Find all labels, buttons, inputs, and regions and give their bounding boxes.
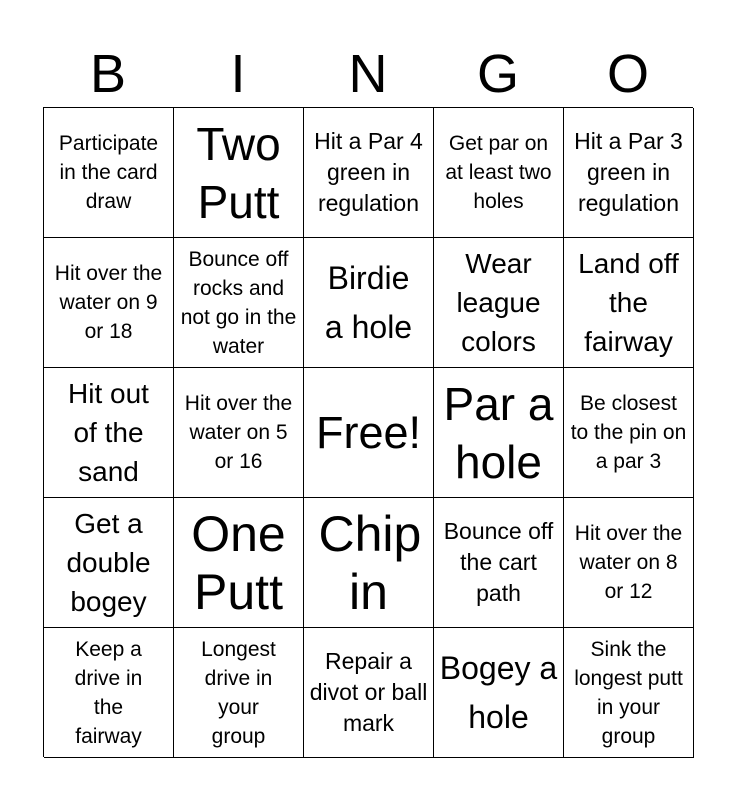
bingo-cell-r5-c3[interactable]	[304, 628, 434, 758]
header-letter-g: G	[476, 44, 519, 104]
cell-label: One Putt	[191, 505, 286, 620]
cell-label: Par a hole	[443, 377, 554, 488]
bingo-cell-r5-c4[interactable]	[434, 628, 564, 758]
bingo-header	[43, 42, 693, 106]
header-letter-b: B	[89, 44, 127, 104]
cell-label: Get a double bogey	[66, 508, 151, 617]
cell-label: Repair a divot or ball mark	[309, 648, 428, 736]
cell-label: Get par on at least two holes	[445, 132, 552, 213]
bingo-cell-r4-c2[interactable]	[174, 498, 304, 628]
bingo-cell-r5-c5[interactable]	[564, 628, 694, 758]
bingo-cell-r3-c5[interactable]	[564, 368, 694, 498]
cell-label: Longest drive in your group	[201, 637, 276, 748]
cell-label: Land off the fairway	[578, 248, 679, 357]
bingo-cell-r2-c4[interactable]	[434, 238, 564, 368]
cell-label: Be closest to the pin on a par 3	[570, 392, 687, 473]
cell-label: Two Putt	[196, 117, 281, 228]
bingo-cell-r2-c2[interactable]	[174, 238, 304, 368]
bingo-cell-r4-c4[interactable]	[434, 498, 564, 628]
cell-label: Chip in	[318, 505, 422, 620]
bingo-cell-r3-c3[interactable]	[304, 368, 434, 498]
cell-label: Hit a Par 4 green in regulation	[314, 128, 423, 216]
bingo-cell-r1-c4[interactable]	[434, 108, 564, 238]
cell-label: Hit out of the sand	[68, 378, 149, 487]
header-letter-o: O	[606, 44, 649, 104]
cell-label: Keep a drive in the fairway	[74, 637, 143, 748]
bingo-cell-r2-c3[interactable]	[304, 238, 434, 368]
bingo-cell-r4-c3[interactable]	[304, 498, 434, 628]
bingo-cell-r1-c2[interactable]	[174, 108, 304, 238]
bingo-cell-r2-c5[interactable]	[564, 238, 694, 368]
bingo-cell-r3-c4[interactable]	[434, 368, 564, 498]
bingo-cell-r3-c1[interactable]	[44, 368, 174, 498]
cell-label: Sink the longest putt in your group	[574, 637, 683, 748]
cell-label: Hit over the water on 9 or 18	[54, 262, 163, 343]
cell-label: Hit over the water on 8 or 12	[574, 522, 683, 603]
header-letter-n: N	[348, 44, 388, 104]
bingo-cell-r5-c2[interactable]	[174, 628, 304, 758]
cell-label: Birdie a hole	[324, 259, 413, 345]
bingo-cell-r3-c2[interactable]	[174, 368, 304, 498]
bingo-cell-r1-c1[interactable]	[44, 108, 174, 238]
cell-label: Bounce off rocks and not go in the water	[180, 247, 297, 358]
bingo-cell-r5-c1[interactable]	[44, 628, 174, 758]
cell-label: Hit a Par 3 green in regulation	[574, 128, 683, 216]
cell-label: Bogey a hole	[439, 649, 558, 735]
cell-label: Hit over the water on 5 or 16	[184, 392, 293, 473]
bingo-board	[43, 107, 693, 757]
bingo-cell-r2-c1[interactable]	[44, 238, 174, 368]
cell-label: Participate in the card draw	[58, 132, 159, 213]
bingo-cell-r1-c5[interactable]	[564, 108, 694, 238]
bingo-cell-r4-c5[interactable]	[564, 498, 694, 628]
bingo-cell-r4-c1[interactable]	[44, 498, 174, 628]
cell-label: Free!	[315, 406, 422, 458]
header-letter-i: I	[230, 44, 246, 104]
cell-label: Bounce off the cart path	[443, 518, 554, 606]
cell-label: Wear league colors	[456, 248, 541, 357]
bingo-cell-r1-c3[interactable]	[304, 108, 434, 238]
